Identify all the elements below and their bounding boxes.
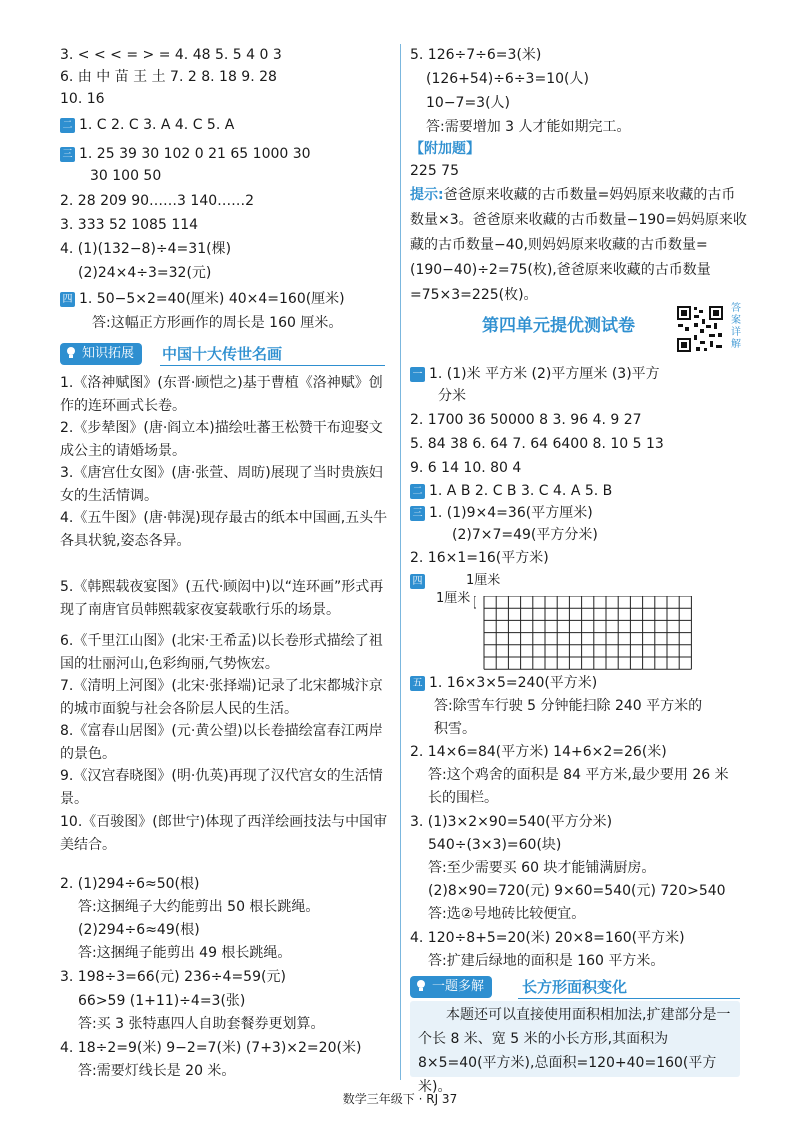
painting-item: 5.《韩熙载夜宴图》(五代·顾闳中)以“连环画”形式再现了南唐官员韩熙载家夜宴载歌行乐的场景。 [60,579,384,618]
answer-line: (2)7×7=49(平方分米) [452,527,598,543]
section-four-line: 四 1. 50−5×2=40(厘米) 40×4=160(厘米) [60,288,345,310]
multi-solution-header [410,976,740,998]
answer-line: 3. 333 52 1085 114 [60,217,199,233]
section-three-line: 三 1. 25 39 30 102 0 21 65 1000 30 [60,143,311,165]
answer-line: 9. 6 14 10. 80 4 [410,460,522,476]
answer-line: 长的围栏。 [428,790,498,806]
answer-line: 答:需要增加 3 人才能如期完工。 [426,119,631,135]
answer-line: (2)294÷6≈49(根) [78,922,200,938]
answer-line: 答:这捆绳子能剪出 49 根长跳绳。 [78,945,292,961]
answer-line: 答:需要灯线长是 20 米。 [78,1063,236,1079]
lightbulb-icon [65,346,77,360]
square-grid [474,596,734,670]
section-one-line: 一 1. (1)米 平方米 (2)平方厘米 (3)平方 [410,363,660,385]
unit-bracket [474,596,476,608]
answer-line: 3. < < < = > = 4. 48 5. 5 4 0 3 [60,47,282,63]
painting-item: 10.《百骏图》(郎世宁)体现了西洋绘画技法与中国审美结合。 [60,814,388,853]
answer-line: 积雪。 [434,721,476,737]
answer-line: 4. 120÷8+5=20(米) 20×8=160(平方米) [410,930,685,946]
extension-title: 中国十大传世名画 [162,345,283,363]
answer-line: 6. 由 中 苗 王 土 7. 2 8. 18 9. 28 [60,69,277,85]
answer-line: (2)24×4÷3=32(元) [78,265,212,281]
answer-line: 答:这幅正方形画作的周长是 160 厘米。 [92,315,343,331]
answer-line: 4. (1)(132−8)÷4=31(棵) [60,241,232,257]
section-four-line [410,570,429,592]
answer-line: 10. 16 [60,91,105,107]
answer-line: 答:买 3 张特惠四人自助套餐券更划算。 [78,1016,325,1032]
answer-line: 66>59 (1+11)÷4=3(张) [78,993,246,1009]
section-five-line: 五 1. 16×3×5=240(平方米) [410,672,597,694]
answer-line: 5. 126÷7÷6=3(米) [410,47,542,63]
section-badge: 一 [410,367,425,382]
section-badge: 三 [410,506,425,521]
title-underline [160,365,385,366]
painting-item: 2.《步辇图》(唐·阎立本)描绘吐蕃王松赞干布迎娶文成公主的请婚场景。 [60,420,383,459]
painting-item: 8.《富春山居图》(元·黄公望)以长卷描绘富春江两岸的景色。 [60,723,383,762]
answer-line: 225 75 [410,163,459,179]
grid-unit-label-left: 1厘米 [436,591,471,606]
painting-item: 7.《清明上河图》(北宋·张择端)记录了北宋都城汴京的城市面貌与社会各阶层人民的生活。 [60,678,383,717]
answer-line: 分米 [438,388,466,404]
multi-solution-text: 本题还可以直接使用面积相加法,扩建部分是一个长 8 米、宽 5 米的小长方形,其面积为 8×5=40(平方米),总面积=120+40=160(平方米)。 [418,1007,731,1095]
answer-line: 2. 28 209 90……3 140……2 [60,193,255,209]
painting-item: 1.《洛神赋图》(东晋·顾恺之)基于曹植《洛神赋》创作的连环画式长卷。 [60,375,383,414]
answer-line: 答:除雪车行驶 5 分钟能扫除 240 平方米的 [434,698,703,714]
multi-solution-box [410,1001,740,1095]
section-badge: 五 [410,676,425,691]
hint-paragraph: 提示:爸爸原来收藏的古币数量=妈妈原来收藏的古币数量×3。爸爸原来收藏的古币数量−190=妈妈原来收藏的古币数量−40,则妈妈原来收藏的古币数量=(190−40)÷2=75(枚),爸爸原来收藏的古币数量=75×3=225(枚)。 [410,187,747,303]
answer-line: 答:至少需要买 60 块才能铺满厨房。 [428,860,656,876]
answer-line: (126+54)÷6÷3=10(人) [426,71,589,87]
answer-line: 答:扩建后绿地的面积是 160 平方米。 [428,953,665,969]
column-divider [400,44,401,1080]
section-badge: 三 [60,147,75,162]
unit-title: 第四单元提优测试卷 [482,316,635,336]
section-two-line: 二 1. C 2. C 3. A 4. C 5. A [60,114,234,136]
grid-unit-label-top: 1厘米 [466,573,501,588]
answer-line: 2. 1700 36 50000 8 3. 96 4. 9 27 [410,412,642,428]
answer-line: 540÷(3×3)=60(块) [428,837,562,853]
answer-line: 答:这捆绳子大约能剪出 50 根长跳绳。 [78,899,320,915]
answer-line: 5. 84 38 6. 64 7. 64 6400 8. 10 5 13 [410,436,664,452]
answer-line: 2. (1)294÷6≈50(根) [60,876,200,892]
page-footer: 数学三年级下 · RJ 37 [342,1092,458,1106]
answer-line: 2. 16×1=16(平方米) [410,550,549,566]
multi-solution-title: 长方形面积变化 [522,978,628,996]
knowledge-pill: 知识拓展 [60,343,142,365]
section-badge: 二 [60,118,75,133]
answer-line: 答:选②号地砖比较便宜。 [428,906,586,922]
section-badge: 二 [410,484,425,499]
answer-line: 2. 14×6=84(平方米) 14+6×2=26(米) [410,744,667,760]
painting-item: 3.《唐宫仕女图》(唐·张萱、周昉)展现了当时贵族妇女的生活情调。 [60,465,383,504]
knowledge-extension-header [60,343,380,365]
painting-item: 9.《汉宫春晓图》(明·仇英)再现了汉代宫女的生活情景。 [60,768,383,807]
section-three-line: 三 1. (1)9×4=36(平方厘米) [410,502,593,524]
section-two-line: 二 1. A B 2. C B 3. C 4. A 5. B [410,480,612,502]
painting-item: 6.《千里江山图》(北宋·王希孟)以长卷形式描绘了祖国的壮丽河山,色彩绚丽,气势恢宏。 [60,633,383,672]
answer-line: 4. 18÷2=9(米) 9−2=7(米) (7+3)×2=20(米) [60,1040,362,1056]
answer-line: 10−7=3(人) [426,95,511,111]
bonus-tag: 【附加题】 [410,141,480,157]
section-badge: 四 [410,574,425,589]
painting-item: 4.《五牛图》(唐·韩滉)现存最古的纸本中国画,五头牛各具状貌,姿态各异。 [60,510,388,549]
qr-label: 答案详解 [731,303,741,350]
qr-code-icon[interactable] [676,305,724,353]
answer-line: 3. 198÷3=66(元) 236÷4=59(元) [60,969,286,985]
multi-solution-pill: 一题多解 [410,976,492,998]
answer-line: 30 100 50 [90,168,162,184]
title-underline [518,998,740,999]
answer-line: 3. (1)3×2×90=540(平方分米) [410,814,613,830]
section-badge: 四 [60,292,75,307]
lightbulb-icon [415,979,427,993]
answer-line: (2)8×90=720(元) 9×60=540(元) 720>540 [428,883,726,899]
answer-line: 答:这个鸡舍的面积是 84 平方米,最少要用 26 米 [428,767,729,783]
